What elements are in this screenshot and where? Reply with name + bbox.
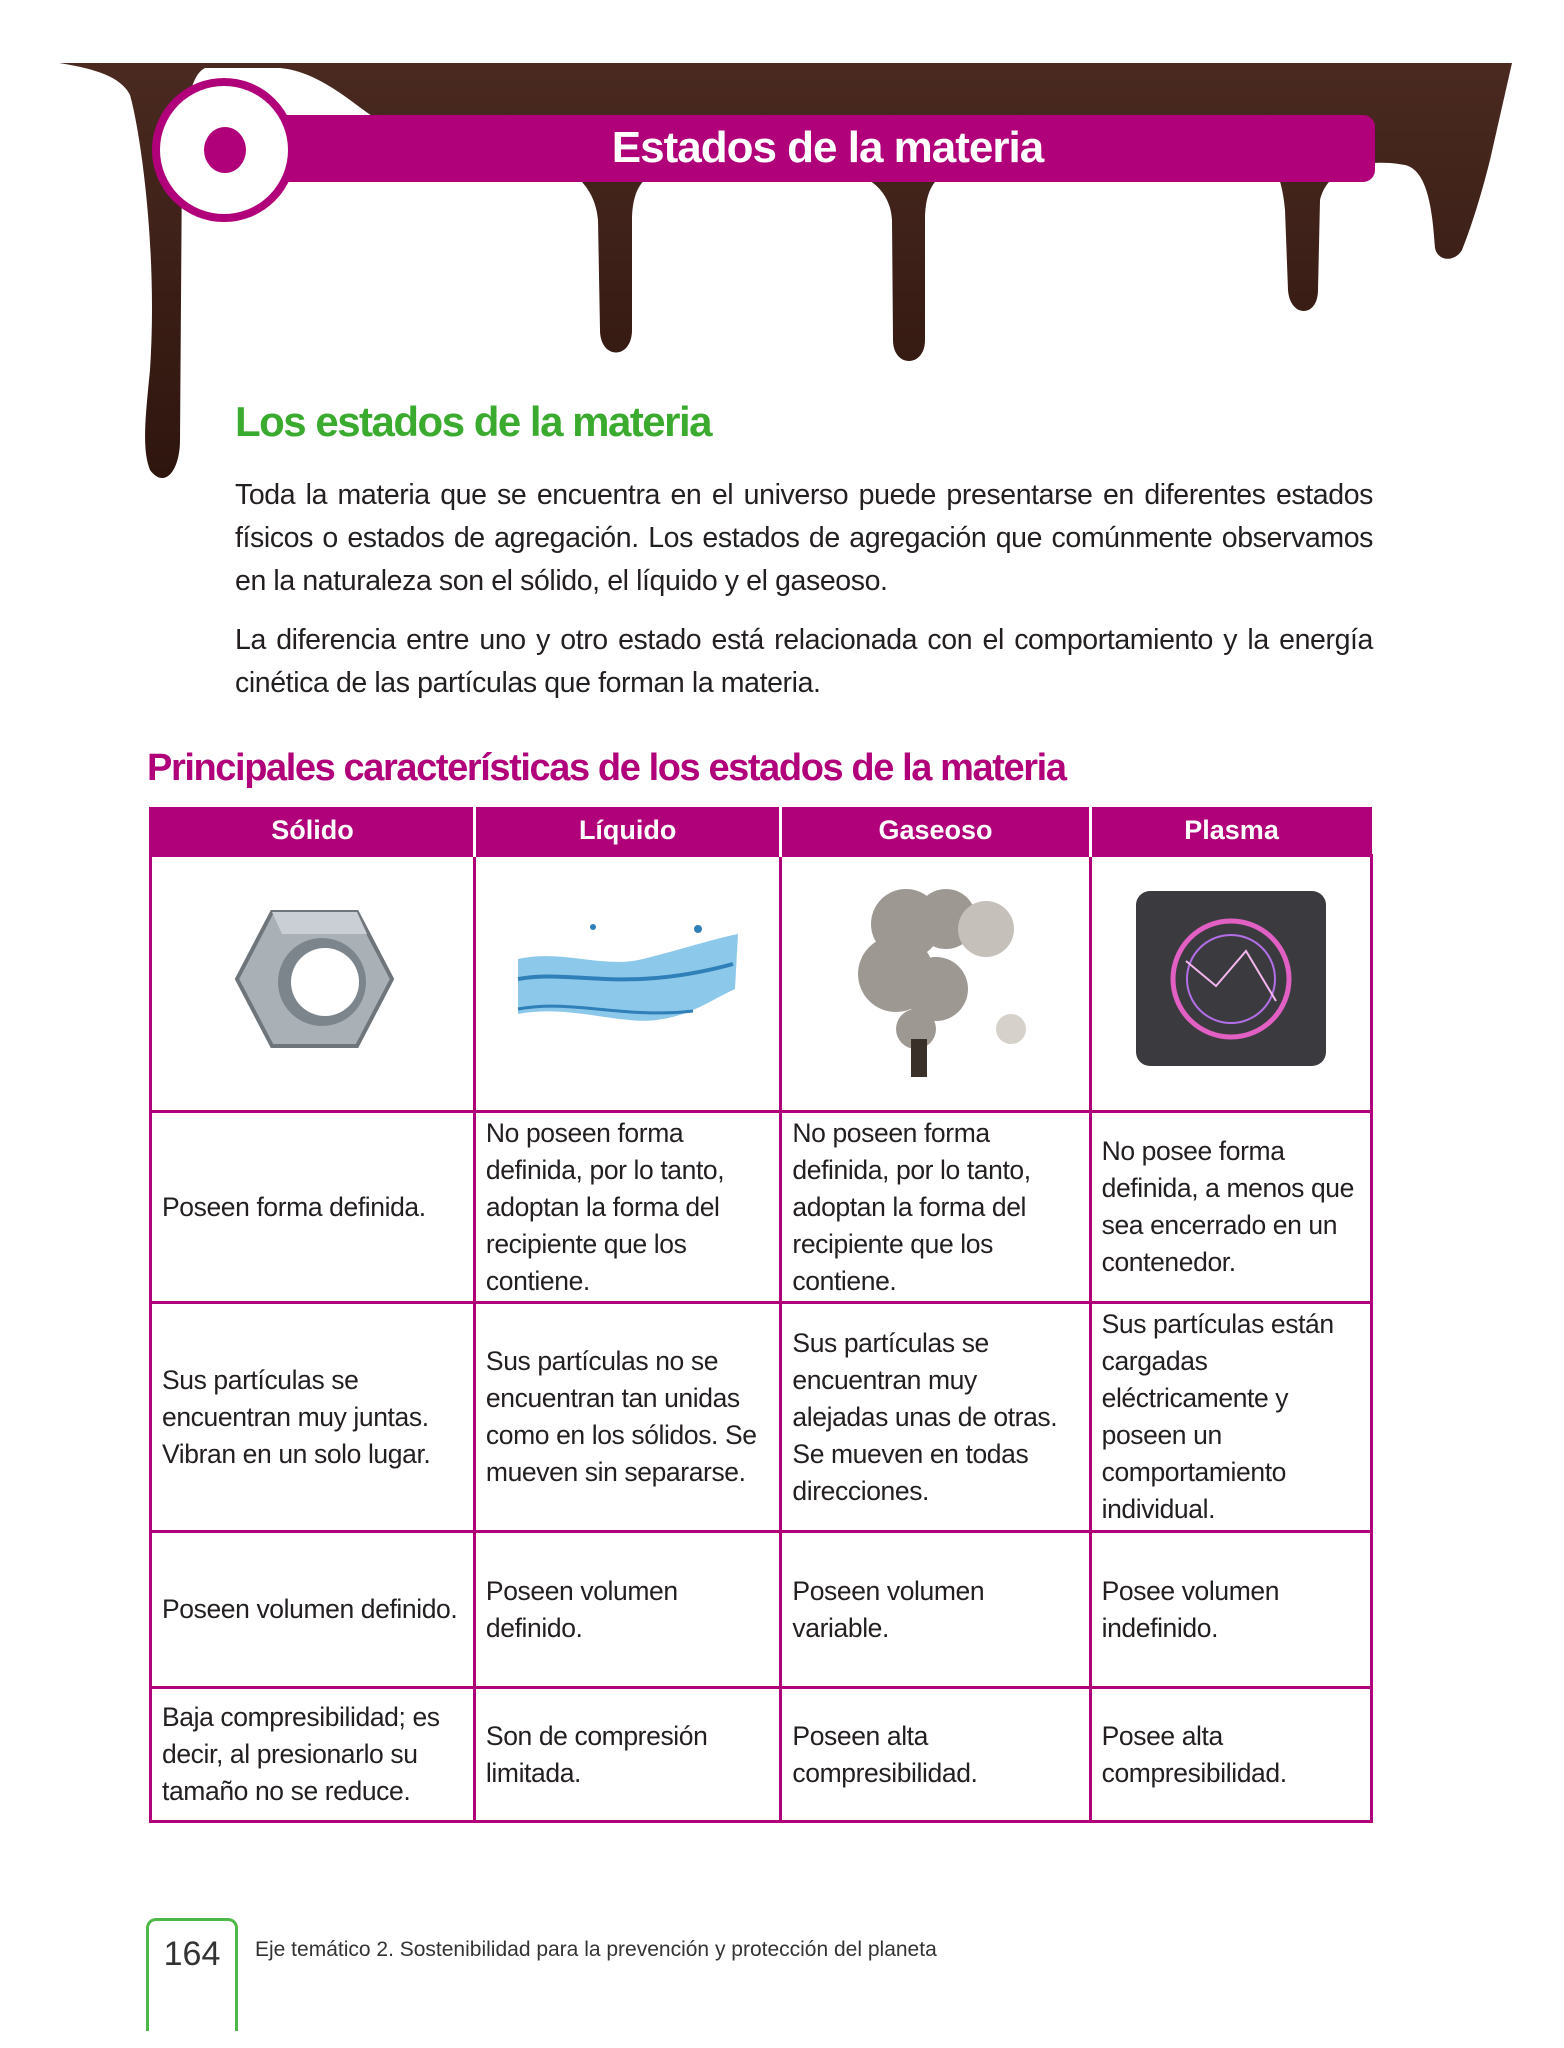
table-row-volume bbox=[151, 1532, 1372, 1688]
cell: No posee forma definida, a menos que sea encerrado en un contenedor. bbox=[1090, 1112, 1371, 1303]
cell: Posee alta compresibilidad. bbox=[1090, 1688, 1371, 1822]
table-title: Principales características de los estados de la materia bbox=[147, 747, 1066, 789]
cell: Poseen volumen definido. bbox=[151, 1532, 475, 1688]
plasma-ball-image bbox=[1090, 856, 1371, 1112]
header-solid: Sólido bbox=[151, 807, 475, 856]
cell: Sus partículas están cargadas eléctricamente y poseen un comportamiento individual. bbox=[1090, 1303, 1371, 1532]
table-row-shape bbox=[151, 1112, 1372, 1303]
cell: Sus partículas se encuentran muy juntas. Vibran en un solo lugar. bbox=[151, 1303, 475, 1532]
cell: Posee volumen indefinido. bbox=[1090, 1532, 1371, 1688]
intro-paragraph: Toda la materia que se encuentra en el universo puede presentarse en diferentes estados físicos o estados de agregación. Los estados de agregación que comúnmente observamos en la naturaleza son el sólido, el líquido y el gaseoso. bbox=[235, 479, 1373, 597]
cell: Poseen volumen definido. bbox=[474, 1532, 781, 1688]
cell: Poseen forma definida. bbox=[151, 1112, 475, 1303]
cell: No poseen forma definida, por lo tanto, adoptan la forma del recipiente que los contiene. bbox=[781, 1112, 1090, 1303]
image-row bbox=[151, 856, 1372, 1112]
header-liquid: Líquido bbox=[474, 807, 781, 856]
chapter-title-banner bbox=[280, 115, 1375, 182]
section-heading: Los estados de la materia bbox=[235, 398, 712, 445]
header-plasma: Plasma bbox=[1090, 807, 1371, 856]
page-number-box bbox=[146, 1918, 238, 2031]
table-header-row bbox=[151, 807, 1372, 856]
chapter-ring-icon bbox=[152, 78, 296, 222]
chapter-title: Estados de la materia bbox=[611, 123, 1044, 172]
states-of-matter-table bbox=[149, 807, 1373, 1823]
table-row-compressibility bbox=[151, 1688, 1372, 1822]
cell: Sus partículas no se encuentran tan unidas como en los sólidos. Se mueven sin separarse. bbox=[474, 1303, 781, 1532]
page-number: 164 bbox=[163, 1935, 221, 1973]
table-row-particles bbox=[151, 1303, 1372, 1532]
cell: Son de compresión limitada. bbox=[474, 1688, 781, 1822]
water-splash-image bbox=[474, 856, 781, 1112]
cell: Poseen volumen variable. bbox=[781, 1532, 1090, 1688]
cell: No poseen forma definida, por lo tanto, adoptan la forma del recipiente que los contiene. bbox=[474, 1112, 781, 1303]
difference-paragraph: La diferencia entre uno y otro estado está relacionada con el comportamiento y la energía cinética de las partículas que forman la materia. bbox=[235, 624, 1373, 699]
smoke-stack-image bbox=[781, 856, 1090, 1112]
footer-text: Eje temático 2. Sostenibilidad para la prevención y protección del planeta bbox=[255, 1938, 937, 1961]
cell: Poseen alta compresibilidad. bbox=[781, 1688, 1090, 1822]
header-gas: Gaseoso bbox=[781, 807, 1090, 856]
cell: Baja compresibilidad; es decir, al presionarlo su tamaño no se reduce. bbox=[151, 1688, 475, 1822]
cell: Sus partículas se encuentran muy alejadas unas de otras. Se mueven en todas direcciones. bbox=[781, 1303, 1090, 1532]
ring-dot bbox=[204, 127, 246, 173]
hex-nut-image bbox=[151, 856, 475, 1112]
